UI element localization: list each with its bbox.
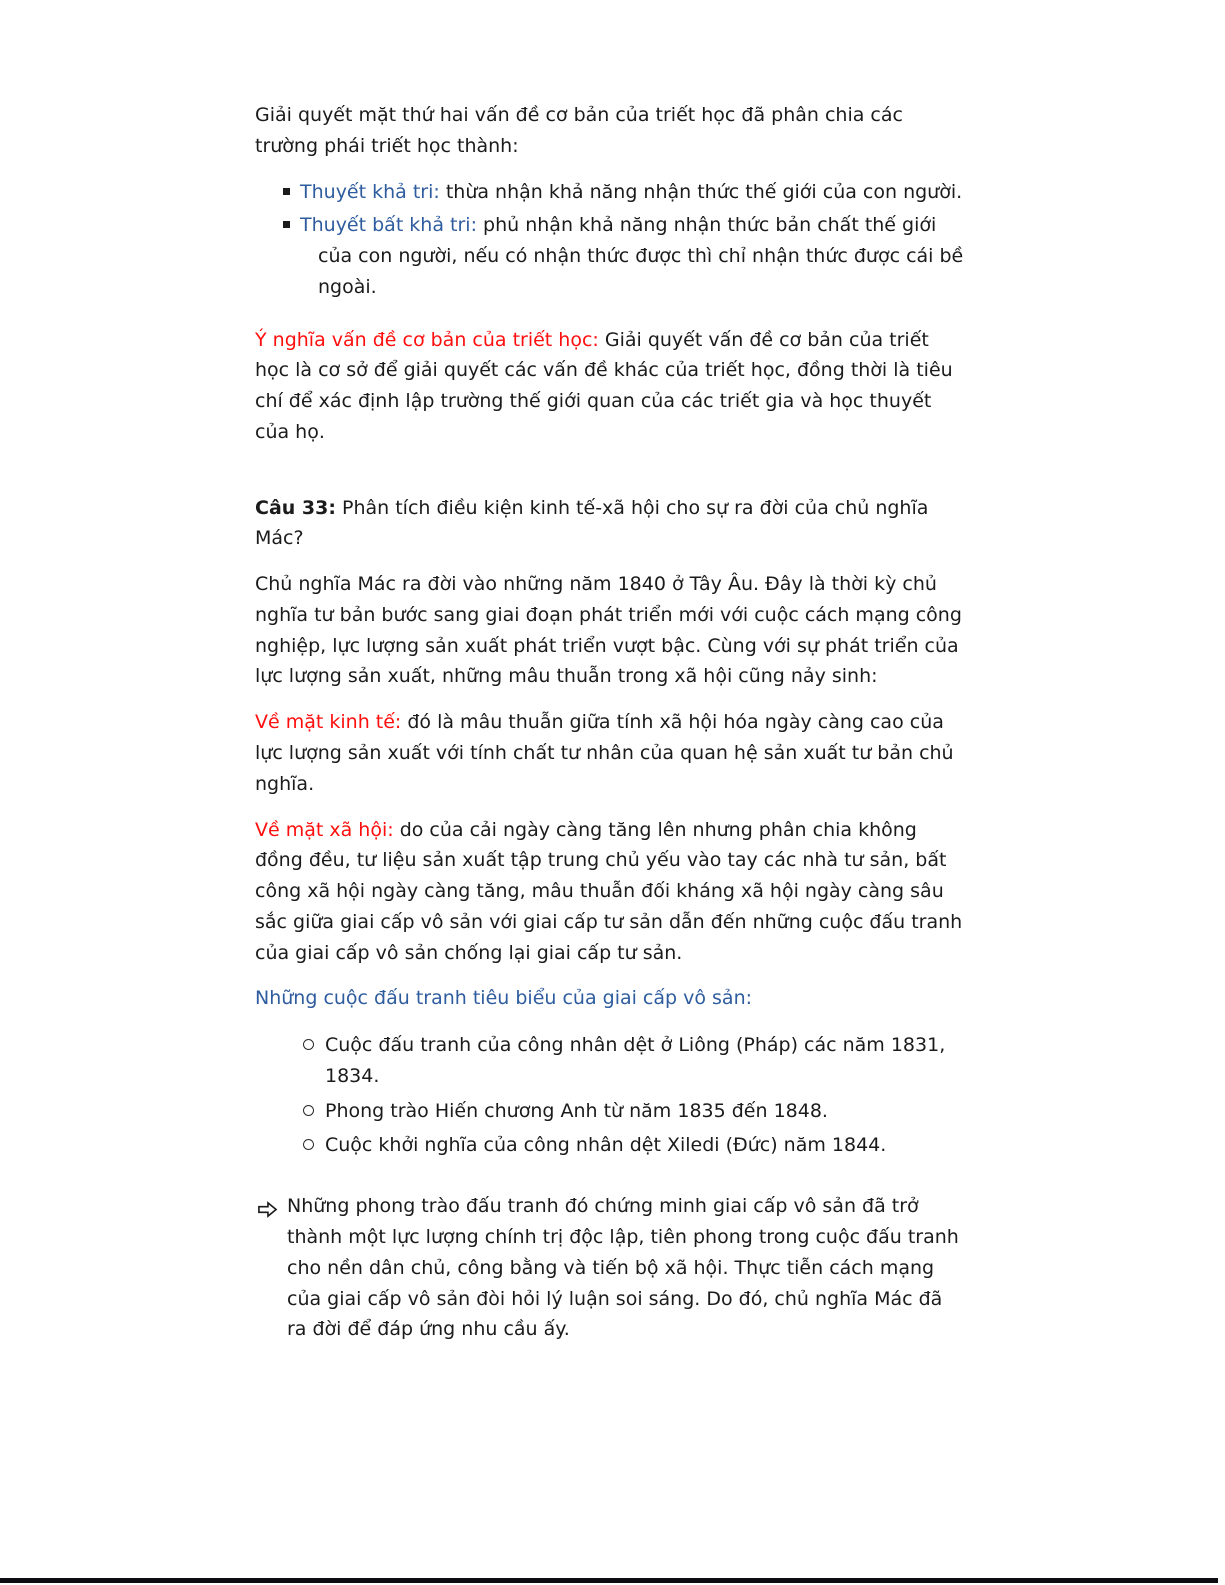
struggles-list (255, 1030, 967, 1161)
paragraph-philosophy-division (255, 100, 967, 162)
document-content (255, 100, 967, 1345)
meaning-text: Giải quyết vấn đề cơ bản của triết học là cơ sở để giải quyết các vấn đề khác của triết học, đồng thời là tiêu chí để xác định lập trường thế giới quan của các triết gia và học thuyết của họ. (255, 328, 953, 443)
term-definition: phủ nhận khả năng nhận thức bản chất thế giới của con người, nếu có nhận thức được thì chỉ nhận thức được cái bề ngoài. (318, 214, 964, 298)
page-bottom-border (0, 1578, 1218, 1583)
paragraph-text: Chủ nghĩa Mác ra đời vào những năm 1840 ở Tây Âu. Đây là thời kỳ chủ nghĩa tư bản bước sang giai đoạn phát triển mới với cuộc cách mạng công nghiệp, lực lượng sản xuất phát triển vượt bậc. Cùng với sự phát triển của lực lượng sản xuất, những mâu thuẫn trong xã hội cũng nảy sinh: (255, 573, 962, 688)
list-item (255, 1096, 967, 1127)
list-item-text: Cuộc đấu tranh của công nhân dệt ở Liông (Pháp) các năm 1831, 1834. (325, 1034, 946, 1087)
blank-line (255, 463, 967, 493)
list-item-text (300, 210, 967, 302)
conclusion-text: Những phong trào đấu tranh đó chứng minh giai cấp vô sản đã trở thành một lực lượng chính trị độc lập, tiên phong trong cuộc đấu tranh cho nền dân chủ, công bằng và tiến bộ xã hội. Thực tiễn cách mạng của giai cấp vô sản đòi hỏi lý luận soi sáng. Do đó, chủ nghĩa Mác đã ra đời để đáp ứng nhu cầu ấy. (287, 1195, 959, 1341)
square-bullet-icon (283, 188, 290, 195)
circle-bullet-icon (303, 1105, 314, 1116)
question-number: Câu 33: (255, 496, 336, 519)
paragraph-question-33 (255, 493, 967, 555)
paragraph-economic (255, 707, 967, 799)
knowability-list (255, 177, 967, 303)
circle-bullet-icon (303, 1139, 314, 1150)
list-item (255, 1130, 967, 1161)
meaning-label: Ý nghĩa vấn đề cơ bản của triết học: (255, 328, 599, 351)
list-item-text: Phong trào Hiến chương Anh từ năm 1835 đến 1848. (325, 1099, 828, 1122)
question-text: Phân tích điều kiện kinh tế-xã hội cho sự ra đời của chủ nghĩa Mác? (255, 496, 929, 550)
struggles-heading: Những cuộc đấu tranh tiêu biểu của giai cấp vô sản: (255, 987, 753, 1010)
list-item (255, 177, 967, 208)
paragraph-social (255, 815, 967, 969)
conclusion-block (255, 1191, 967, 1345)
term-label: Thuyết bất khả tri: (300, 214, 477, 237)
paragraph-meaning (255, 325, 967, 448)
paragraph-answer-intro (255, 569, 967, 692)
arrow-right-icon (257, 1197, 278, 1228)
economic-label: Về mặt kinh tế: (255, 711, 402, 734)
term-definition: thừa nhận khả năng nhận thức thế giới của con người. (445, 180, 963, 203)
circle-bullet-icon (303, 1039, 314, 1050)
list-item (255, 210, 967, 302)
term-label: Thuyết khả tri: (300, 180, 440, 203)
social-text: do của cải ngày càng tăng lên nhưng phân chia không đồng đều, tư liệu sản xuất tập trung chủ yếu vào tay các nhà tư sản, bất công xã hội ngày càng tăng, mâu thuẫn đối kháng xã hội ngày càng sâu sắc giữa giai cấp vô sản với giai cấp tư sản dẫn đến những cuộc đấu tranh của giai cấp vô sản chống lại giai cấp tư sản. (255, 818, 963, 964)
list-item (255, 1030, 967, 1092)
square-bullet-icon (283, 221, 290, 228)
list-item-text (300, 177, 962, 208)
list-item-text: Cuộc khởi nghĩa của công nhân dệt Xiledi (Đức) năm 1844. (325, 1134, 887, 1157)
economic-text: đó là mâu thuẫn giữa tính xã hội hóa ngày càng cao của lực lượng sản xuất với tính chất tư nhân của quan hệ sản xuất tư bản chủ nghĩa. (255, 711, 954, 795)
social-label: Về mặt xã hội: (255, 818, 394, 841)
paragraph-text: Giải quyết mặt thứ hai vấn đề cơ bản của triết học đã phân chia các trường phái triết học thành: (255, 104, 903, 157)
